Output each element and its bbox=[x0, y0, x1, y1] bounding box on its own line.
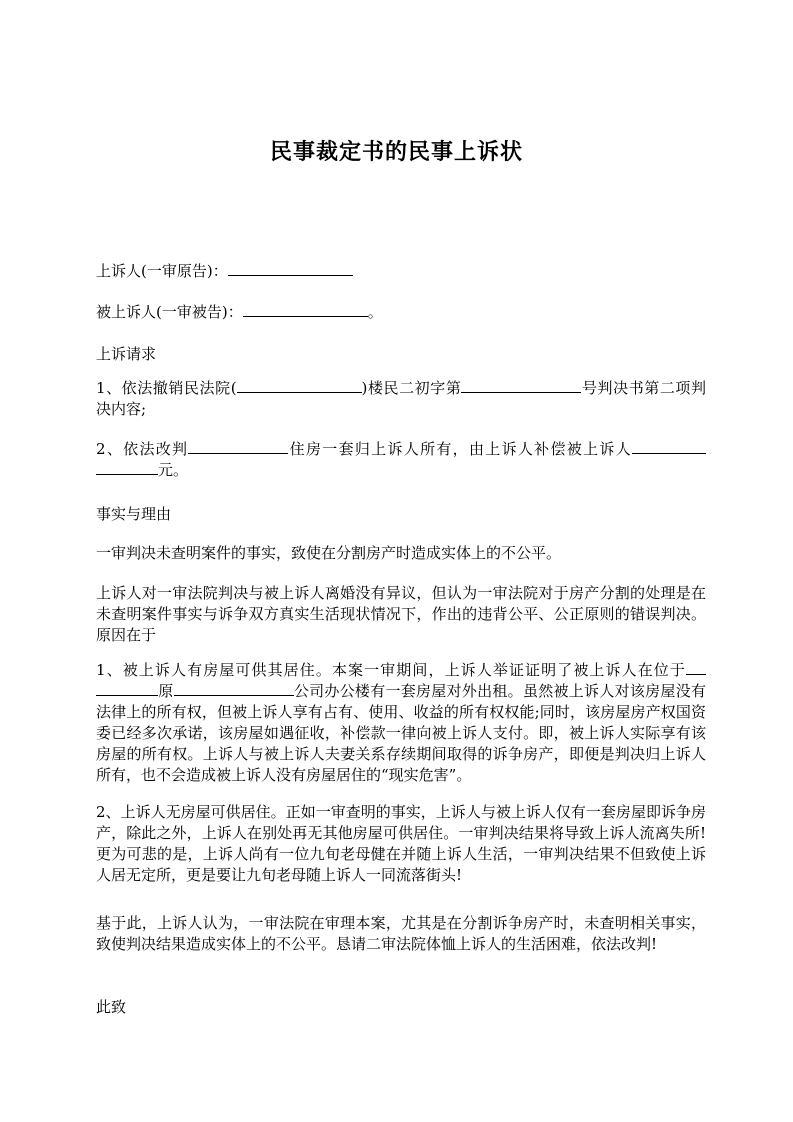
paragraph-5: 基于此，上诉人认为，一审法院在审理本案，尤其是在分割诉争房产时，未查明相关事实，致使判决结果造成实体上的不公平。恳请二审法院体恤上诉人的生活困难，依法改判! bbox=[96, 914, 706, 953]
request2-text-c: 元。 bbox=[158, 461, 189, 479]
location-blank-1 bbox=[686, 660, 706, 675]
request1-text-b: )楼民二初字第 bbox=[361, 379, 462, 397]
house-address-blank bbox=[188, 439, 288, 454]
paragraph-2: 上诉人对一审法院判决与被上诉人离婚没有异议，但认为一审法院对于房产分割的处理是在未查明案件事实与诉争双方真实生活现状情况下，作出的违背公平、公正原则的错误判决。原因在于 bbox=[96, 584, 706, 644]
para3-text-c: 公司办公楼有一套房屋对外出租。虽然被上诉人对该房屋没有法律上的所有权，但被上诉人享有占有、使用、收益的所有权权能;同时，该房屋房产权国资委已经多次承诺，该房屋如遇征收，补偿款一律向被上诉人支付。即，被上诉人实际享有该房屋的所有权。上诉人与被上诉人夫妻关系存续期间取得的诉争房产，即便是判决归上诉人所有，也不会造成被上诉人没有房屋居住的“现实危害”。 bbox=[96, 682, 706, 784]
case-number-blank bbox=[461, 378, 581, 393]
request-item-2 bbox=[96, 439, 706, 481]
appellant-label: 上诉人(一审原告)： bbox=[96, 262, 228, 280]
request1-text-a: 1、依法撤销民法院( bbox=[96, 379, 237, 397]
request-heading: 上诉请求 bbox=[96, 345, 157, 363]
closing: 此致 bbox=[96, 998, 127, 1016]
request2-text-a: 2、依法改判 bbox=[96, 440, 189, 458]
document-title: 民事裁定书的民事上诉状 bbox=[269, 140, 523, 165]
paragraph-3 bbox=[96, 660, 706, 786]
appellee-label: 被上诉人(一审被告)： bbox=[96, 303, 243, 321]
request2-text-b: 住房一套归上诉人所有，由上诉人补偿被上诉人 bbox=[288, 440, 632, 458]
appellee-line bbox=[96, 302, 706, 323]
paragraph-1: 一审判决未查明案件的事实，致使在分割房产时造成实体上的不公平。 bbox=[96, 544, 562, 562]
appellant-line bbox=[96, 261, 706, 282]
court-name-blank bbox=[237, 378, 362, 393]
appellee-name-blank bbox=[243, 302, 368, 317]
para3-text-a: 1、被上诉人有房屋可供其居住。本案一审期间，上诉人举证证明了被上诉人在位于 bbox=[96, 661, 686, 679]
appellee-line-end: 。 bbox=[367, 303, 383, 321]
facts-heading: 事实与理由 bbox=[96, 505, 172, 523]
company-name-blank bbox=[174, 681, 294, 696]
paragraph-4: 2、上诉人无房屋可供居住。正如一审查明的事实，上诉人与被上诉人仅有一套房屋即诉争房产，除此之外，上诉人在别处再无其他房屋可供居住。一审判决结果将导致上诉人流离失所!更为可悲的是，上诉人尚有一位九旬老母健在并随上诉人生活，一审判决结果不但致使上诉人居无定所，更是要让九旬老母随上诉人一同流落街头! bbox=[96, 803, 706, 884]
request1-text-c: 号判决书第二项判决内容; bbox=[96, 379, 706, 418]
para3-text-b: 原 bbox=[158, 682, 174, 700]
location-blank-2 bbox=[96, 681, 158, 696]
compensation-blank-1 bbox=[632, 439, 706, 454]
compensation-blank-2 bbox=[96, 460, 158, 475]
appellant-name-blank bbox=[228, 261, 353, 276]
request-item-1 bbox=[96, 378, 706, 420]
